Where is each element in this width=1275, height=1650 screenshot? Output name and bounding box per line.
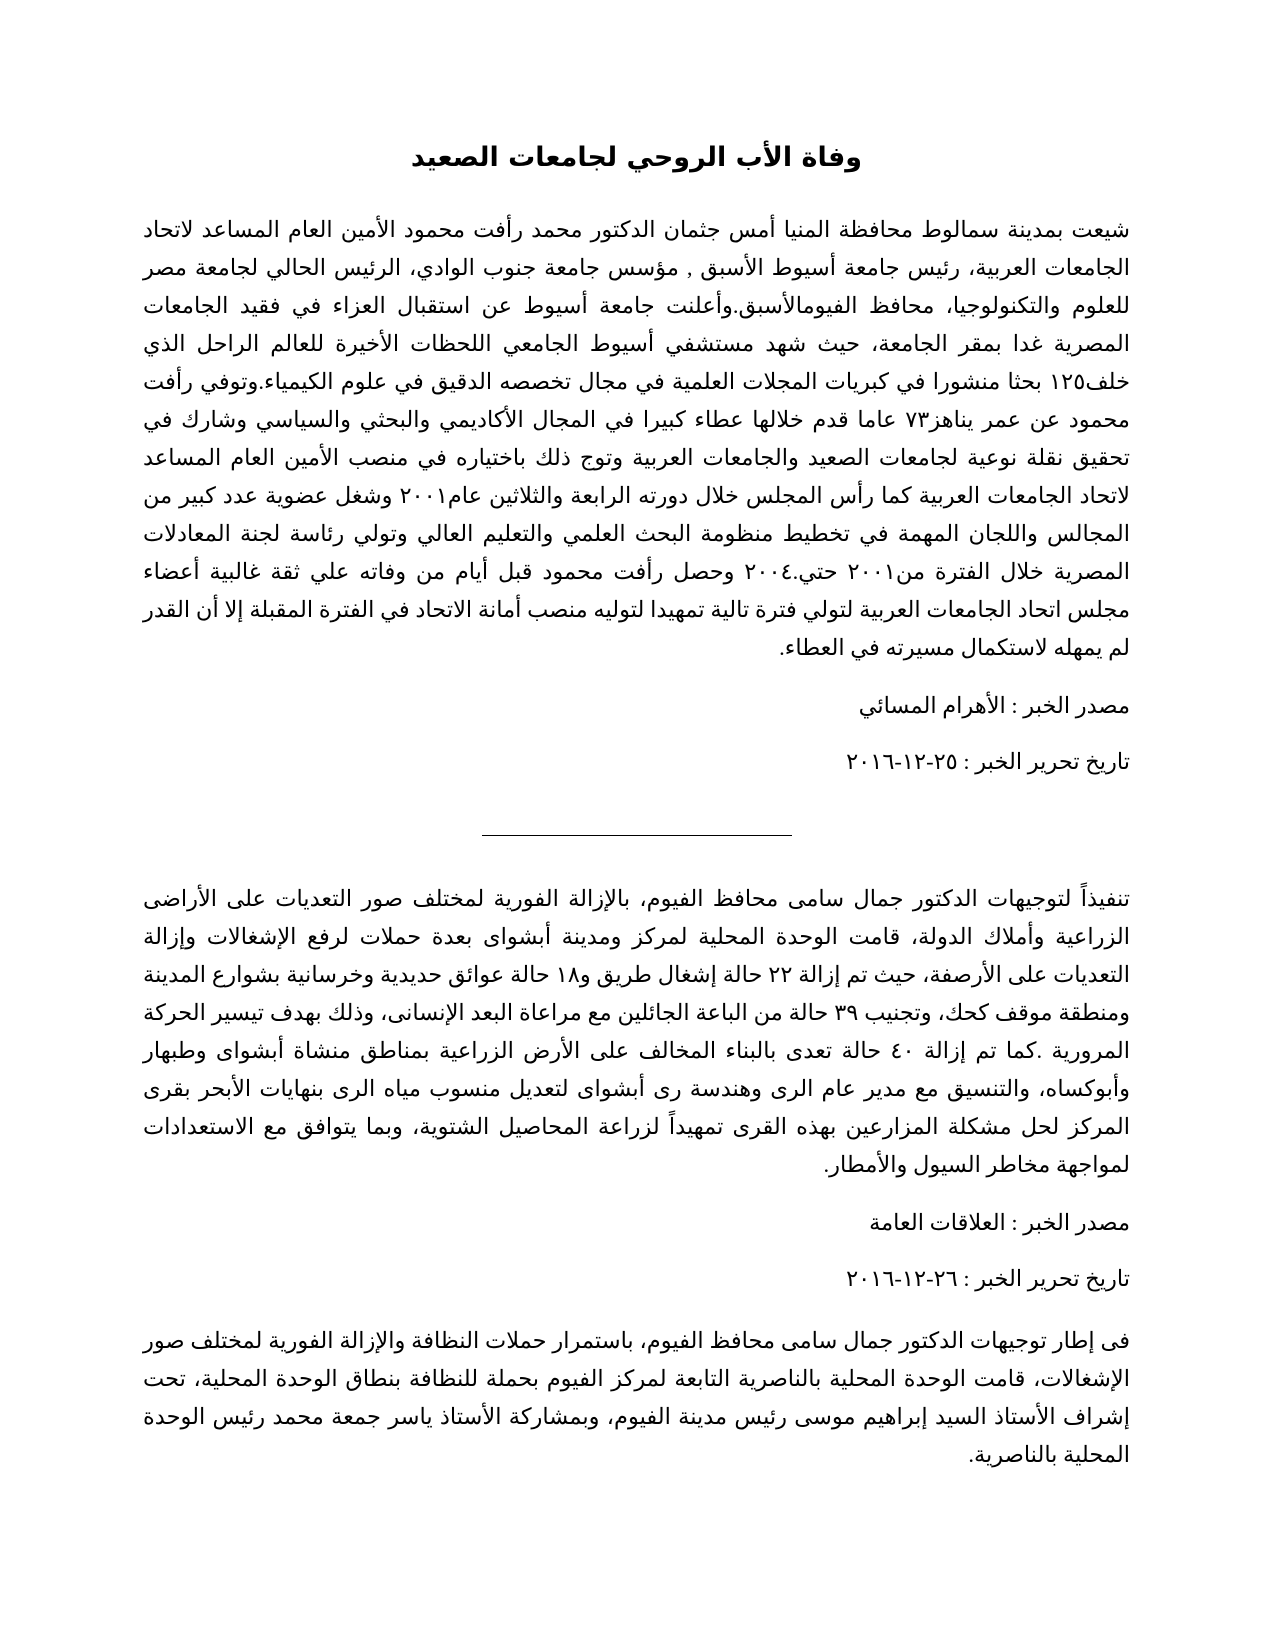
section-divider — [482, 835, 792, 836]
article-2-body: تنفيذاً لتوجيهات الدكتور جمال سامى محافظ الفيوم، بالإزالة الفورية لمختلف صور التعديات على الأراضى الزراعية وأملاك الدولة، قامت الوحدة المحلية لمركز ومدينة أبشواى بعدة حملات لرفع الإشغالات وإزالة التعديات على الأرصفة، حيث تم إزالة ٢٢ حالة إشغال طريق و١٨ حالة عوائق حديدية وخرسانية بشوارع المدينة ومنطقة موقف كحك، وتجنيب ٣٩ حالة من الباعة الجائلين مع مراعاة البعد الإنسانى، وذلك بهدف تيسير الحركة المرورية .كما تم إزالة ٤٠ حالة تعدى بالبناء المخالف على الأرض الزراعية بمناطق منشاة أبشواى وطبهار وأبوكساه، والتنسيق مع مدير عام الرى وهندسة رى أبشواى لتعديل منسوب مياه الرى بنهايات الأبحر بقرى المركز لحل مشكلة المزارعين بهذه القرى تمهيداً لزراعة المحاصيل الشتوية، وبما يتوافق مع الاستعدادات لمواجهة مخاطر السيول والأمطار. — [143, 886, 1130, 1178]
article-2-source: مصدر الخبر : العلاقات العامة — [869, 1210, 1130, 1236]
news-article-3 — [143, 1322, 1130, 1474]
document-title: وفاة الأب الروحي لجامعات الصعيد — [410, 142, 863, 173]
article-2-date: تاريخ تحرير الخبر : ٢٦-١٢-٢٠١٦ — [846, 1266, 1130, 1292]
article-1-body: شيعت بمدينة سمالوط محافظة المنيا أمس جثمان الدكتور محمد رأفت محمود الأمين العام المساعد لاتحاد الجامعات العربية، رئيس جامعة أسيوط الأسبق , مؤسس جامعة جنوب الوادي، الرئيس الحالي لجامعة مصر للعلوم والتكنولوجيا، محافظ الفيومالأسبق.وأعلنت جامعة أسيوط عن استقبال العزاء في فقيد الجامعات المصرية غدا بمقر الجامعة، حيث شهد مستشفي أسيوط الجامعي اللحظات الأخيرة للعالم الراحل الذي خلف١٢٥ بحثا منشورا في كبريات المجلات العلمية في مجال تخصصه الدقيق في علوم الكيمياء.وتوفي رأفت محمود عن عمر يناهز٧٣ عاما قدم خلالها عطاء كبيرا في المجال الأكاديمي والبحثي والسياسي وشارك في تحقيق نقلة نوعية لجامعات الصعيد والجامعات العربية وتوج ذلك باختياره في منصب الأمين العام المساعد لاتحاد الجامعات العربية كما رأس المجلس خلال دورته الرابعة والثلاثين عام٢٠٠١ وشغل عضوية عدد كبير من المجالس واللجان المهمة في تخطيط منظومة البحث العلمي والتعليم العالي وتولي رئاسة لجنة المعادلات المصرية خلال الفترة من٢٠٠١ حتي.٢٠٠٤ وحصل رأفت محمود قبل أيام من وفاته علي ثقة غالبية أعضاء مجلس اتحاد الجامعات العربية لتولي فترة تالية تمهيدا لتوليه منصب أمانة الاتحاد في الفترة المقبلة إلا أن القدر لم يمهله لاستكمال مسيرته في العطاء. — [143, 217, 1130, 661]
article-1-source: مصدر الخبر : الأهرام المسائي — [858, 693, 1130, 719]
article-3-body: فى إطار توجيهات الدكتور جمال سامى محافظ الفيوم، باستمرار حملات النظافة والإزالة الفورية لمختلف صور الإشغالات، قامت الوحدة المحلية بالناصرية التابعة لمركز الفيوم بحملة للنظافة بنطاق الوحدة المحلية، تحت إشراف الأستاذ السيد إبراهيم موسى رئيس مدينة الفيوم، وبمشاركة الأستاذ ياسر جمعة محمد رئيس الوحدة المحلية بالناصرية. — [143, 1328, 1130, 1468]
document-page — [143, 140, 1130, 1474]
news-article-2 — [143, 880, 1130, 1298]
news-article-1 — [143, 211, 1130, 781]
article-1-date: تاريخ تحرير الخبر : ٢٥-١٢-٢٠١٦ — [846, 749, 1130, 775]
